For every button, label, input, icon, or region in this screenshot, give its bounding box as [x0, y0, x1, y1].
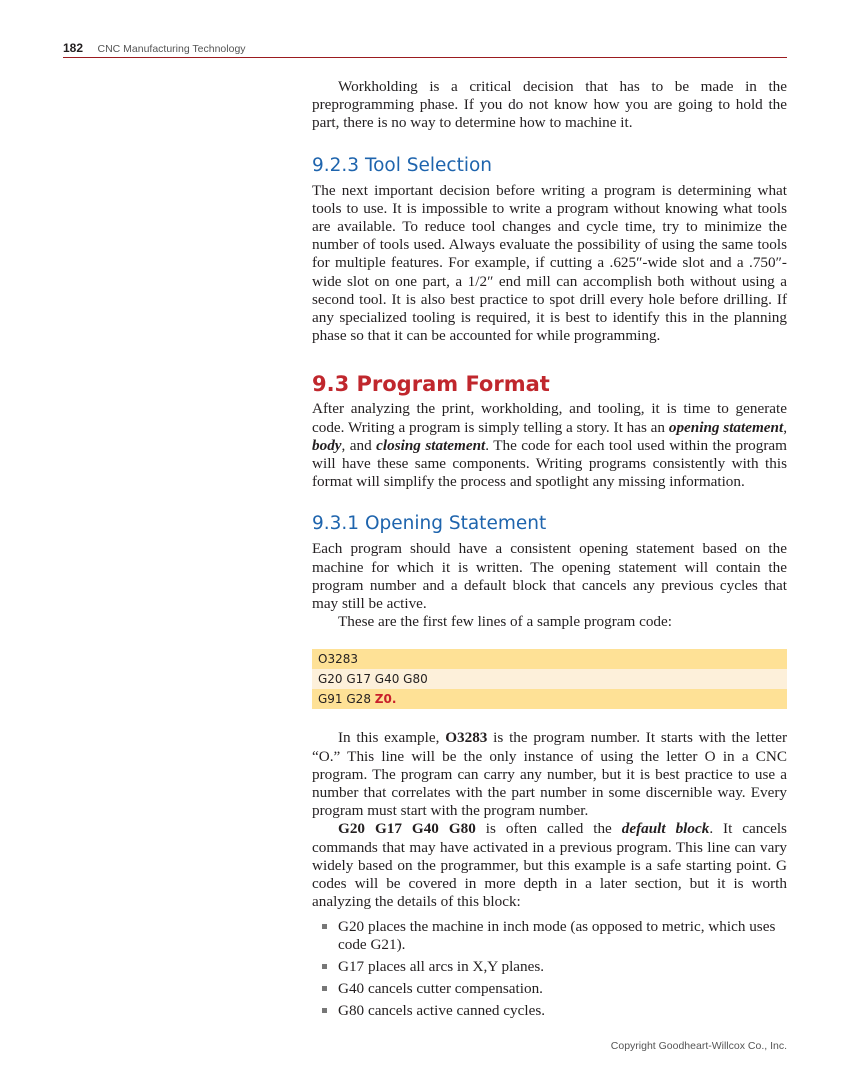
paragraph	[312, 78, 787, 133]
code-highlight: Z0.	[374, 692, 397, 707]
emphasized-term: body	[312, 436, 342, 454]
bullet-icon	[322, 964, 327, 969]
code-line	[312, 649, 787, 669]
list-item	[338, 980, 787, 998]
emphasized-term: O3283	[445, 729, 488, 747]
bullet-icon	[322, 924, 327, 929]
list-item	[338, 1002, 787, 1020]
section-heading: 9.3 Program Format	[312, 372, 550, 397]
text-run: Workholding is a critical decision that has to be made in the preprogramming phase. If you do not know how you are going to hold the part, there is no way to determine how to machine it.	[312, 78, 787, 132]
book-title: CNC Manufacturing Technology	[97, 43, 246, 55]
paragraph	[312, 400, 787, 491]
text-run: These are the first few lines of a sample program code:	[338, 613, 672, 631]
code-text: G91 G28	[318, 692, 375, 707]
code-listing	[312, 649, 787, 709]
code-line	[312, 689, 787, 709]
text-run: After analyzing the print, workholding, and tooling, it is time to generate code. Writing a program is simply telling a story. It has an	[312, 400, 787, 436]
bullet-list	[312, 918, 787, 1021]
emphasized-term: default block	[621, 820, 710, 838]
list-item	[338, 918, 787, 954]
text-run: ,	[783, 418, 787, 436]
bullet-icon	[322, 986, 327, 991]
text-run: , and	[341, 436, 377, 454]
list-item-text: G80 cancels active canned cycles.	[338, 1002, 546, 1020]
copyright-footer: Copyright Goodheart-Willcox Co., Inc.	[610, 1040, 787, 1052]
bullet-icon	[322, 1008, 327, 1013]
code-text: O3283	[318, 652, 358, 667]
list-item-text: G20 places the machine in inch mode (as opposed to metric, which uses code G21).	[338, 917, 776, 953]
paragraph	[312, 182, 787, 346]
list-item-text: G17 places all arcs in X,Y planes.	[338, 957, 545, 975]
text-run: . The code for each tool used within the program will have these same components. Writing programs consistently with this format will simplify the process and spotlight any missing information.	[312, 436, 787, 491]
emphasized-term: opening statement	[668, 418, 784, 436]
code-line	[312, 669, 787, 689]
emphasized-term: closing statement	[376, 436, 486, 454]
subsection-heading: 9.3.1 Opening Statement	[312, 513, 547, 535]
running-header	[63, 39, 787, 58]
list-item-text: G40 cancels cutter compensation.	[338, 980, 543, 998]
paragraph	[312, 820, 787, 911]
text-run: is often called the	[475, 820, 622, 838]
page-number: 182	[63, 41, 84, 55]
text-column	[312, 78, 787, 1025]
paragraph	[312, 613, 787, 631]
emphasized-term: G20 G17 G40 G80	[338, 820, 476, 838]
text-run: In this example,	[338, 729, 446, 747]
subsection-heading: 9.2.3 Tool Selection	[312, 154, 493, 176]
list-item	[338, 958, 787, 976]
text-run: is the program number. It starts with the letter “O.” This line will be the only instance of using the letter O in a CNC program. The program can carry any number, but it is best practice to use a number that correlates with the part number in some discernible way. Every program must start with the program number.	[312, 729, 787, 820]
paragraph	[312, 729, 787, 820]
text-run: Each program should have a consistent opening statement based on the machine for which it is written. The opening statement will contain the program number and a default block that cancels any previous cycles that may still be active.	[312, 540, 787, 613]
paragraph	[312, 540, 787, 613]
text-run: . It cancels commands that may have activated in a previous program. This line can vary widely based on the programmer, but this example is a safe starting point. G codes will be covered in more depth in a later section, but it is worth analyzing the details of this block:	[312, 820, 787, 911]
text-run: The next important decision before writing a program is determining what tools to use. It is impossible to write a program without knowing what tools are available. To reduce tool changes and cycle time, try to minimize the number of tools used. Always evaluate the possibility of using the same tools for multiple features. For example, if cutting a .625″-wide slot and a .750″-wide slot on one part, a 1/2″ end mill can accomplish both without using a second tool. It is also best practice to spot drill every hole before drilling. If any specialized tooling is required, it is best to identify this in the planning phase so that it can be accounted for while programming.	[312, 181, 787, 345]
code-text: G20 G17 G40 G80	[318, 672, 428, 687]
